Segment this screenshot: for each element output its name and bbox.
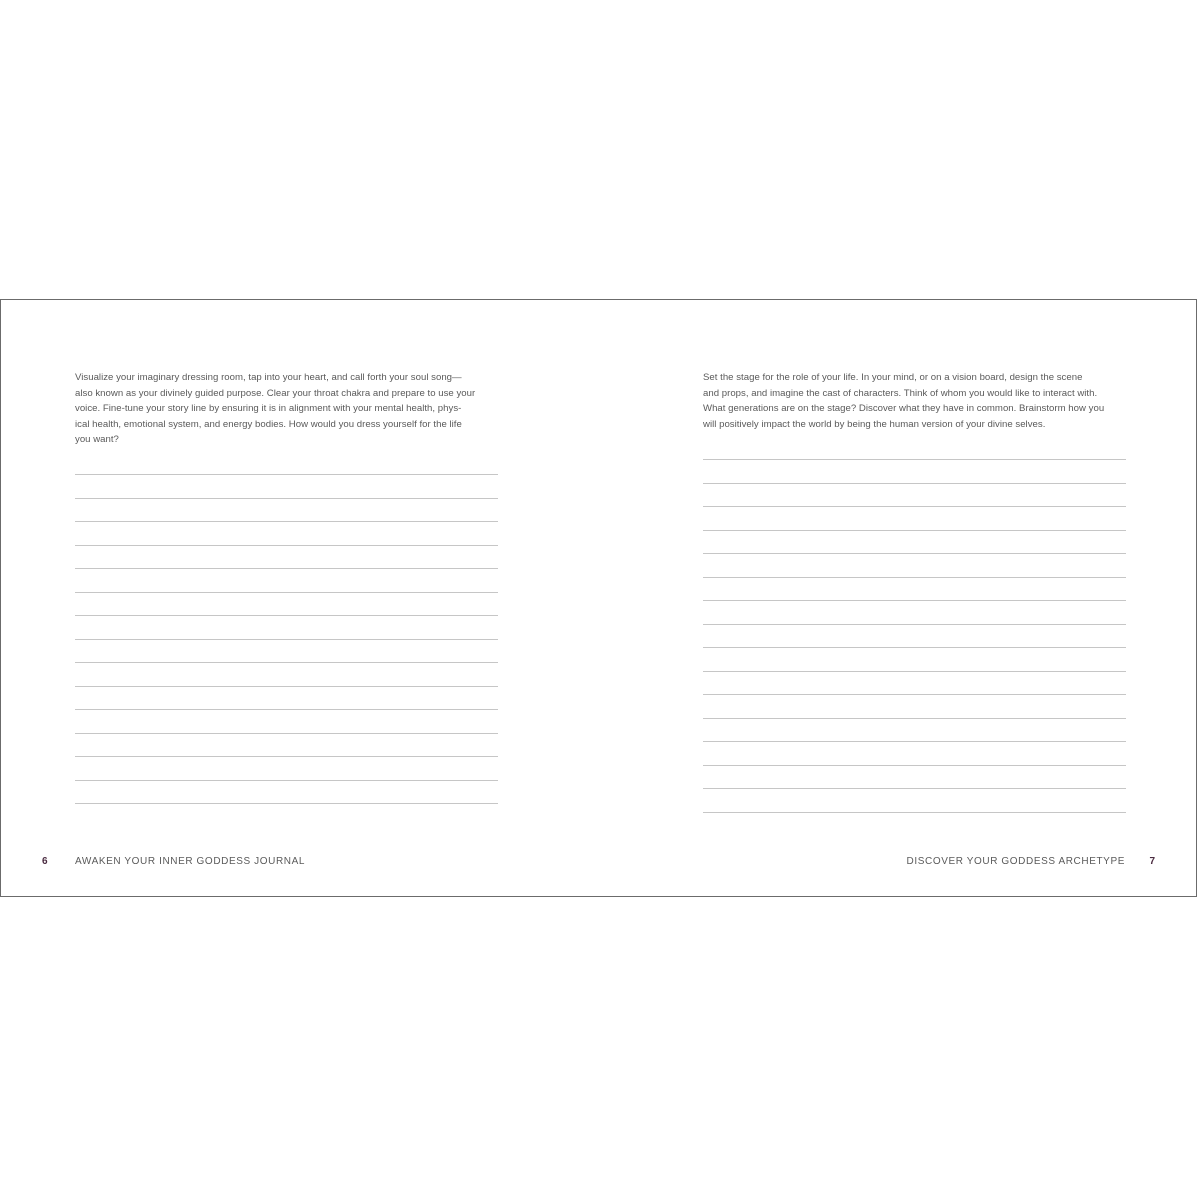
right-page: [599, 300, 1197, 896]
prompt-line: you want?: [75, 434, 119, 446]
writing-line[interactable]: [703, 765, 1126, 766]
writing-line[interactable]: [703, 718, 1126, 719]
writing-line[interactable]: [703, 483, 1126, 484]
writing-line[interactable]: [75, 474, 498, 475]
journal-prompt: [703, 370, 1131, 432]
writing-line[interactable]: [703, 741, 1126, 742]
writing-line[interactable]: [75, 592, 498, 593]
writing-line[interactable]: [75, 568, 498, 569]
writing-line[interactable]: [75, 498, 498, 499]
prompt-line: will positively impact the world by being the human version of your divine selves.: [703, 418, 1046, 430]
writing-line[interactable]: [703, 671, 1126, 672]
writing-line[interactable]: [75, 733, 498, 734]
writing-line[interactable]: [75, 780, 498, 781]
writing-line[interactable]: [75, 662, 498, 663]
writing-line[interactable]: [703, 647, 1126, 648]
writing-line[interactable]: [75, 756, 498, 757]
writing-line[interactable]: [703, 694, 1126, 695]
writing-line[interactable]: [703, 600, 1126, 601]
prompt-line: and props, and imagine the cast of characters. Think of whom you would like to interact with.: [703, 387, 1098, 399]
writing-line[interactable]: [75, 545, 498, 546]
running-head: AWAKEN YOUR INNER GODDESS JOURNAL: [75, 856, 306, 867]
writing-line[interactable]: [703, 459, 1126, 460]
writing-line[interactable]: [703, 530, 1126, 531]
writing-line[interactable]: [75, 686, 498, 687]
prompt-line: ical health, emotional system, and energy bodies. How would you dress yourself for the life: [75, 418, 462, 430]
writing-line[interactable]: [703, 788, 1126, 789]
prompt-line: voice. Fine-tune your story line by ensuring it is in alignment with your mental health, phys-: [75, 403, 462, 415]
writing-line[interactable]: [75, 639, 498, 640]
book-spread: [0, 299, 1197, 897]
prompt-line: Set the stage for the role of your life. In your mind, or on a vision board, design the scene: [703, 372, 1083, 383]
writing-line[interactable]: [703, 577, 1126, 578]
writing-line[interactable]: [703, 624, 1126, 625]
writing-line[interactable]: [75, 803, 498, 804]
journal-prompt: [75, 370, 503, 448]
writing-line[interactable]: [703, 812, 1126, 813]
prompt-line: Visualize your imaginary dressing room, tap into your heart, and call forth your soul song—: [75, 372, 462, 383]
prompt-line: What generations are on the stage? Discover what they have in common. Brainstorm how you: [703, 403, 1105, 415]
writing-line[interactable]: [703, 506, 1126, 507]
writing-line[interactable]: [75, 521, 498, 522]
prompt-line: also known as your divinely guided purpose. Clear your throat chakra and prepare to use your: [75, 387, 476, 399]
page-number: 7: [1149, 856, 1155, 867]
left-page: [1, 300, 599, 896]
writing-line[interactable]: [75, 615, 498, 616]
page-number: 6: [42, 856, 48, 867]
writing-line[interactable]: [75, 709, 498, 710]
running-head: DISCOVER YOUR GODDESS ARCHETYPE: [906, 856, 1125, 867]
writing-line[interactable]: [703, 553, 1126, 554]
